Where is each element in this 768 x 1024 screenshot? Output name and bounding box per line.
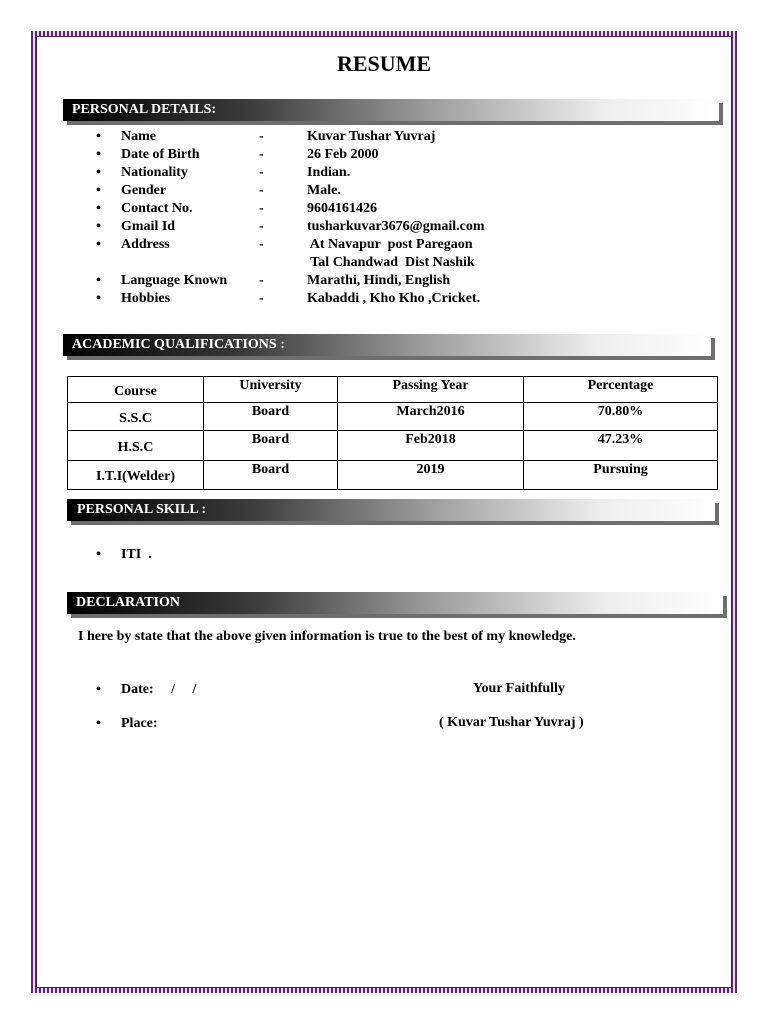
detail-dash: - <box>259 201 264 216</box>
column-header: Percentage <box>524 377 718 403</box>
bullet-icon: • <box>96 201 101 216</box>
detail-dash: - <box>259 273 264 288</box>
detail-label: Date of Birth <box>121 147 200 162</box>
personal-detail-dob <box>96 146 485 164</box>
skills-list <box>96 546 152 564</box>
table-cell: 2019 <box>338 461 524 490</box>
detail-dash: - <box>259 183 264 198</box>
detail-dash: - <box>259 129 264 144</box>
personal-detail-gender <box>96 182 485 200</box>
column-header: Passing Year <box>338 377 524 403</box>
table-cell: Pursuing <box>524 461 718 490</box>
declaration-statement: I here by state that the above given information is true to the best of my knowledge. <box>78 629 576 644</box>
bullet-icon: • <box>96 291 101 306</box>
skill-label: ITI . <box>121 547 152 562</box>
table-cell: 47.23% <box>524 431 718 461</box>
personal-detail-languages <box>96 272 485 290</box>
table-row <box>68 461 718 490</box>
academic-table <box>67 376 718 490</box>
table-cell: March2016 <box>338 403 524 431</box>
personal-detail-nationality <box>96 164 485 182</box>
bullet-icon: • <box>96 183 101 198</box>
declaration-date-list <box>96 681 197 699</box>
bullet-icon: • <box>96 165 101 180</box>
bullet-icon: • <box>96 219 101 234</box>
detail-label: Nationality <box>121 165 188 180</box>
table-cell: Board <box>204 461 338 490</box>
bullet-icon: • <box>96 547 101 562</box>
personal-detail-gmail <box>96 218 485 236</box>
detail-value: 9604161426 <box>307 201 377 216</box>
bullet-icon: • <box>96 237 101 252</box>
detail-label: Address <box>121 237 170 252</box>
table-cell: Board <box>204 403 338 431</box>
detail-value: Male. <box>307 183 341 198</box>
table-cell: S.S.C <box>68 403 204 431</box>
section-header-declaration: DECLARATION <box>67 592 723 614</box>
detail-dash: - <box>259 291 264 306</box>
column-header: University <box>204 377 338 403</box>
skill-item <box>96 546 152 564</box>
detail-label: Contact No. <box>121 201 193 216</box>
personal-details-list <box>96 128 485 308</box>
table-header-row <box>68 377 718 403</box>
signature-name: ( Kuvar Tushar Yuvraj ) <box>439 715 584 730</box>
detail-label: Language Known <box>121 273 228 288</box>
detail-value: Kabaddi , Kho Kho ,Cricket. <box>307 291 481 306</box>
personal-detail-name <box>96 128 485 146</box>
detail-value: tusharkuvar3676@gmail.com <box>307 219 485 234</box>
detail-value: Marathi, Hindi, English <box>307 273 451 288</box>
table-cell: I.T.I(Welder) <box>68 461 204 490</box>
section-header-skills: PERSONAL SKILL : <box>67 499 715 521</box>
personal-detail-address <box>96 236 485 272</box>
detail-label: Name <box>121 129 156 144</box>
section-header-academic: ACADEMIC QUALIFICATIONS : <box>63 334 711 356</box>
detail-dash: - <box>259 165 264 180</box>
bullet-icon: • <box>96 147 101 162</box>
table-cell: 70.80% <box>524 403 718 431</box>
column-header: Course <box>68 377 204 403</box>
declaration-place-list <box>96 715 158 733</box>
detail-value: 26 Feb 2000 <box>307 147 379 162</box>
detail-value: Indian. <box>307 165 351 180</box>
table-cell: H.S.C <box>68 431 204 461</box>
bullet-icon: • <box>96 716 101 731</box>
personal-detail-hobbies <box>96 290 485 308</box>
closing-text: Your Faithfully <box>473 681 565 696</box>
detail-dash: - <box>259 147 264 162</box>
table-row <box>68 403 718 431</box>
bullet-icon: • <box>96 682 101 697</box>
detail-value: Kuvar Tushar Yuvraj <box>307 129 436 144</box>
personal-detail-contact <box>96 200 485 218</box>
bullet-icon: • <box>96 273 101 288</box>
table-cell: Board <box>204 431 338 461</box>
section-header-personal-details: PERSONAL DETAILS: <box>63 99 719 121</box>
detail-label: Gmail Id <box>121 219 176 234</box>
date-line <box>96 681 197 699</box>
page-title: RESUME <box>336 51 432 76</box>
detail-value: At Navapur post Paregaon Tal Chandwad Dist Nashik <box>309 237 475 270</box>
date-label: Date: / / <box>121 682 197 697</box>
bullet-icon: • <box>96 129 101 144</box>
table-cell: Feb2018 <box>338 431 524 461</box>
table-row <box>68 431 718 461</box>
detail-label: Hobbies <box>121 291 171 306</box>
place-label: Place: <box>121 716 158 731</box>
detail-dash: - <box>259 237 264 252</box>
detail-label: Gender <box>121 183 167 198</box>
detail-dash: - <box>259 219 264 234</box>
place-line <box>96 715 158 733</box>
